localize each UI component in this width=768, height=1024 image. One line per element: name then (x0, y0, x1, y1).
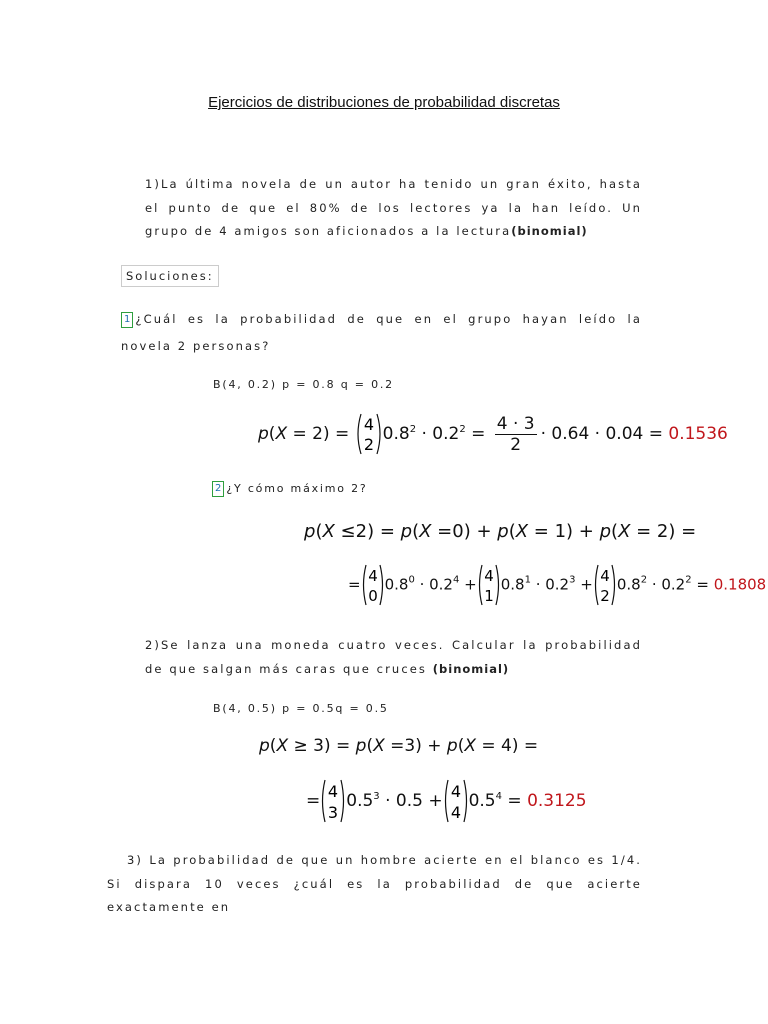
question-1-text: ¿Cuál es la probabilidad de que en el grupo hayan leído la novela 2 personas? (121, 312, 642, 353)
problem-1-text: 1)La última novela de un autor ha tenido un gran éxito, hasta el punto de que el 80% de los lectores ya la han leído. Un grupo de 4 amigos son aficionados a la lectura (145, 177, 642, 238)
svg-text:1: 1 (483, 587, 494, 605)
result-q1: 0.1536 (668, 424, 728, 444)
binom-4-2 (355, 412, 383, 456)
question-1-badge: 1 (121, 312, 133, 328)
svg-text:4: 4 (600, 567, 610, 585)
result-q2: 0.1808 (713, 575, 767, 594)
binom-4-1 (477, 563, 501, 607)
problem-2-tag: (binomial) (432, 661, 510, 676)
svg-text:2: 2 (363, 435, 374, 454)
problem-1-tag: (binomial) (511, 224, 588, 238)
formula-p2-line1: p(X ≥ 3) = p(X =3) + p(X = 4) = (259, 736, 539, 756)
solutions-label: Soluciones: (121, 265, 219, 287)
question-1 (121, 306, 642, 360)
svg-text:4: 4 (367, 567, 378, 585)
question-2 (212, 481, 368, 497)
binom-4-0 (361, 563, 385, 607)
binom-4-2b (593, 563, 617, 607)
binom-4-3 (320, 778, 346, 824)
svg-text:4: 4 (363, 415, 374, 434)
formula-q2-line2: = 4 0 $0.8^0 \cdot 0.2^4$ + 4 1 $0.8^1 \cdot 0.2^3$ + 4 2 $0.8^2 \cdot 0.2^2 = 0.1808$ (348, 563, 766, 607)
formula-p2-line2: = 4 3 $0.5^3 \cdot 0.5$ + 4 4 $0.5^4 = 0.3125$ (306, 778, 587, 824)
result-p2: 0.3125 (527, 791, 587, 811)
question-1-params: B(4, 0.2) p = 0.8 q = 0.2 (213, 378, 394, 391)
svg-text:4: 4 (328, 782, 339, 801)
formula-q1: p(X = 2) = 4 2 $0.8^2 \cdot 0.2^2$ = $\frac{4 \cdot 3}{2}$ · 0.64 · 0.04 = 0.1536 (258, 413, 728, 455)
svg-text:2: 2 (600, 587, 610, 605)
problem-2-statement (145, 634, 642, 681)
svg-text:4: 4 (483, 567, 494, 585)
question-2-text: ¿Y cómo máximo 2? (226, 482, 368, 495)
svg-text:0: 0 (367, 587, 378, 605)
problem-2-text: 2)Se lanza una moneda cuatro veces. Calcular la probabilidad de que salgan más caras que cruces (145, 638, 642, 676)
page-title: Ejercicios de distribuciones de probabilidad discretas (208, 94, 560, 111)
question-2-badge: 2 (212, 481, 224, 497)
binom-4-4 (443, 778, 469, 824)
problem-2-params: B(4, 0.5) p = 0.5q = 0.5 (213, 702, 389, 715)
formula-q2-line1: p(X ≤2) = p(X =0) + p(X = 1) + p(X = 2) = (304, 521, 697, 542)
svg-text:4: 4 (450, 803, 461, 822)
problem-1-statement (145, 173, 642, 244)
svg-text:4: 4 (450, 782, 461, 801)
problem-3-statement: 3) La probabilidad de que un hombre acierte en el blanco es 1/4. Si dispara 10 veces ¿cuál es la probabilidad de que acierte exactamente en (107, 853, 642, 914)
svg-text:3: 3 (328, 803, 339, 822)
